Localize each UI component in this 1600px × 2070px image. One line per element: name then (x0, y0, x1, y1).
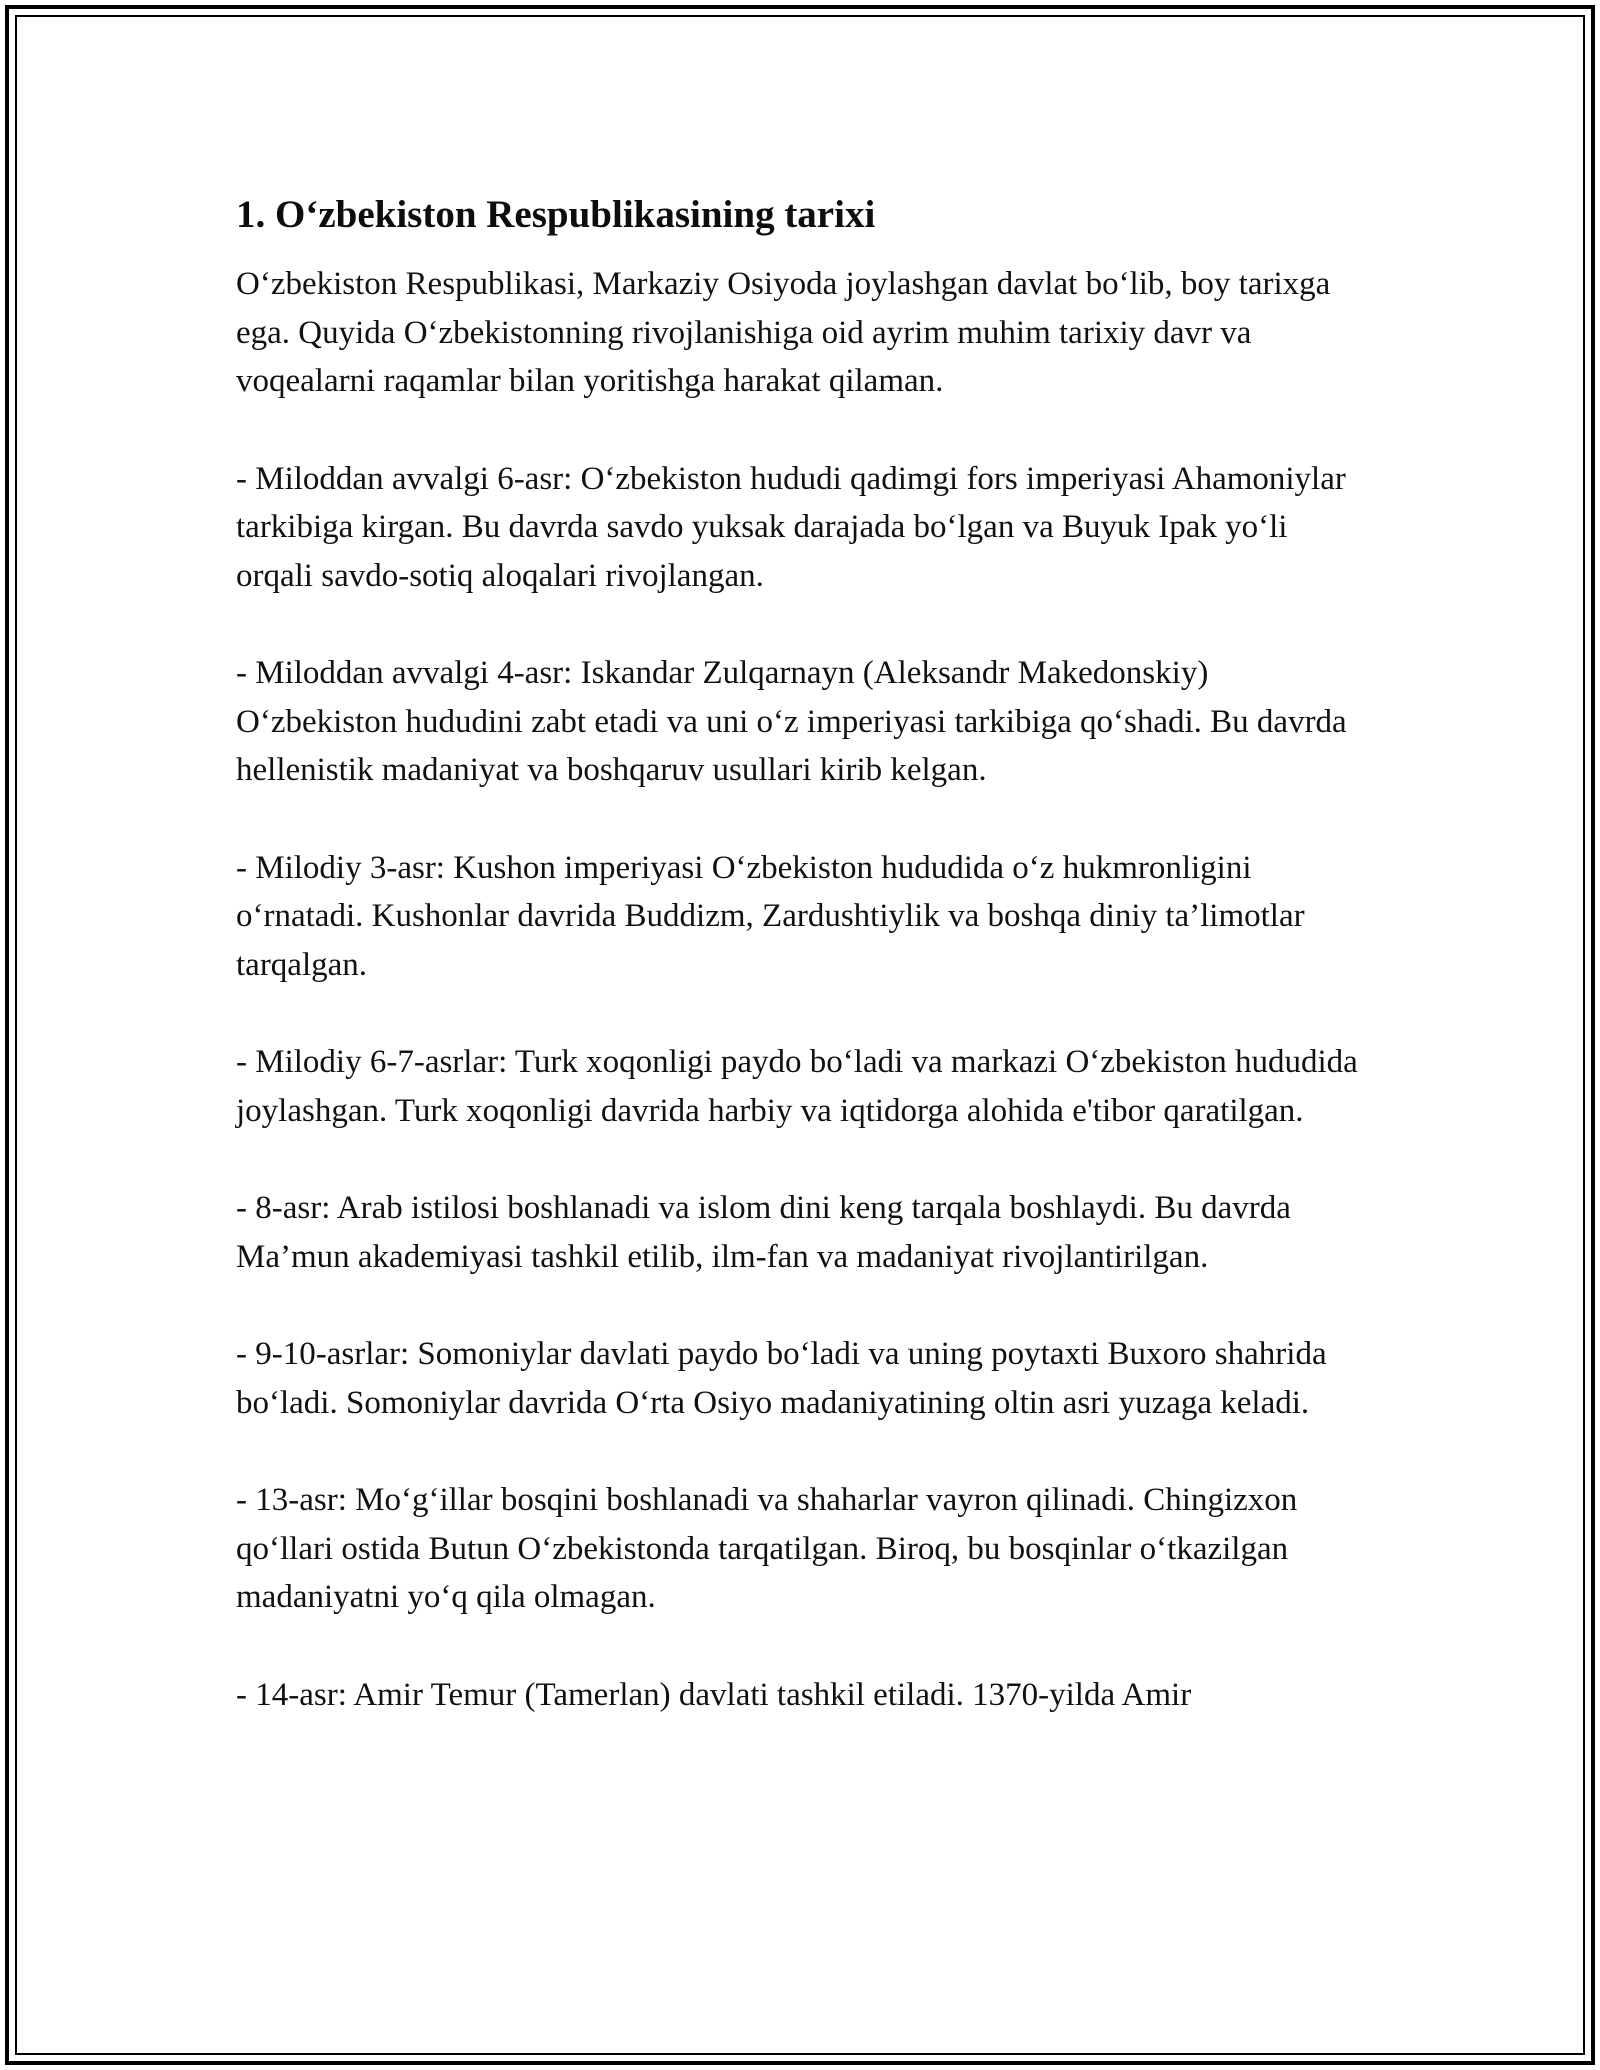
history-item-3rd-century: - Milodiy 3-asr: Kushon imperiyasi O‘zbekiston hududida o‘z hukmronligini o‘rnatadi. Kushonlar davrida Buddizm, Zardushtiylik va boshqa diniy ta’limotlar tarqalgan. (236, 849, 1305, 983)
document-title: 1. O‘zbekiston Respublikasining tarixi (236, 193, 876, 236)
history-item-13th-century: - 13-asr: Mo‘g‘illar bosqini boshlanadi va shaharlar vayron qilinadi. Chingizxon qo‘llari ostida Butun O‘zbekistonda tarqatilgan. Biroq, bu bosqinlar o‘tkazilgan madaniyatni yo‘q qila olmagan. (236, 1482, 1298, 1615)
intro-paragraph: O‘zbekiston Respublikasi, Markaziy Osiyoda joylashgan davlat bo‘lib, boy tarixga ega. Quyida O‘zbekistonning rivojlanishiga oid ayrim muhim tarixiy davr va voqealarni raqamlar bilan yoritishga harakat qilaman. (236, 266, 1331, 399)
history-item-14th-century: - 14-asr: Amir Temur (Tamerlan) davlati tashkil etiladi. 1370-yilda Amir (236, 1676, 1192, 1713)
history-item-8th-century: - 8-asr: Arab istilosi boshlanadi va islom dini keng tarqala boshlaydi. Bu davrda Ma’mun akademiyasi tashkil etilib, ilm-fan va madaniyat rivojlantirilgan. (236, 1190, 1291, 1275)
history-item-6th-century-bc: - Miloddan avvalgi 6-asr: O‘zbekiston hududi qadimgi fors imperiyasi Ahamoniylar tarkibiga kirgan. Bu davrda savdo yuksak darajada bo‘lgan va Buyuk Ipak yo‘li orqali savdo-sotiq aloqalari rivojlangan. (236, 460, 1346, 594)
history-item-9th-10th-centuries: - 9-10-asrlar: Somoniylar davlati paydo bo‘ladi va uning poytaxti Buxoro shahrida bo‘ladi. Somoniylar davrida O‘rta Osiyo madaniyatining oltin asri yuzaga keladi. (236, 1336, 1327, 1421)
document-body (236, 186, 1366, 1768)
history-item-4th-century-bc: - Miloddan avvalgi 4-asr: Iskandar Zulqarnayn (Aleksandr Makedonskiy) O‘zbekiston hududini zabt etadi va uni o‘z imperiyasi tarkibiga qo‘shadi. Bu davrda hellenistik madaniyat va boshqaruv usullari kirib kelgan. (236, 655, 1347, 788)
history-item-6th-7th-centuries: - Milodiy 6-7-asrlar: Turk xoqonligi paydo bo‘ladi va markazi O‘zbekiston hududida joylashgan. Turk xoqonligi davrida harbiy va iqtidorga alohida e'tibor qaratilgan. (236, 1044, 1358, 1129)
